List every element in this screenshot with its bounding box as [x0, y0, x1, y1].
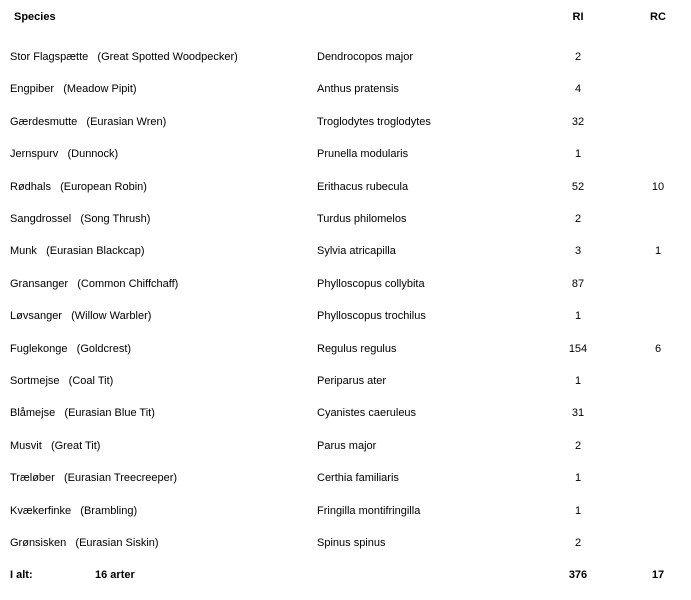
species-name: Engpiber (Meadow Pipit) [10, 83, 137, 95]
species-name: Jernspurv (Dunnock) [10, 148, 119, 160]
species-name: Munk (Eurasian Blackcap) [10, 245, 145, 257]
species-name: Fuglekonge (Goldcrest) [10, 343, 132, 355]
ri-value: 52 [571, 181, 585, 193]
species-name: Løvsanger (Willow Warbler) [10, 310, 152, 322]
rc-value: 10 [651, 181, 665, 193]
ri-value: 2 [574, 51, 582, 63]
ri-value: 1 [574, 310, 582, 322]
total-ri: 376 [568, 569, 588, 581]
ri-value: 154 [568, 343, 588, 355]
species-name: Rødhals (European Robin) [10, 181, 147, 193]
ri-value: 1 [574, 148, 582, 160]
rc-header: RC [650, 11, 666, 23]
scientific-name: Prunella modularis [317, 148, 409, 160]
total-species-count: 16 arter [95, 569, 135, 581]
species-name: Gærdesmutte (Eurasian Wren) [10, 116, 167, 128]
scientific-name: Phylloscopus collybita [317, 278, 425, 290]
ri-header: RI [572, 11, 584, 23]
scientific-name: Parus major [317, 440, 377, 452]
ri-value: 2 [574, 440, 582, 452]
scientific-name: Phylloscopus trochilus [317, 310, 426, 322]
scientific-name: Spinus spinus [317, 537, 386, 549]
species-name: Blåmejse (Eurasian Blue Tit) [10, 407, 155, 419]
scientific-name: Fringilla montifringilla [317, 505, 421, 517]
ri-value: 32 [571, 116, 585, 128]
species-name: Stor Flagspætte (Great Spotted Woodpecker) [10, 51, 238, 63]
scientific-name: Regulus regulus [317, 343, 397, 355]
ri-value: 87 [571, 278, 585, 290]
scientific-name: Anthus pratensis [317, 83, 399, 95]
scientific-name: Cyanistes caeruleus [317, 407, 417, 419]
species-name: Kvækerfinke (Brambling) [10, 505, 138, 517]
ri-value: 1 [574, 375, 582, 387]
species-header: Species [14, 11, 56, 23]
scientific-name: Periparus ater [317, 375, 387, 387]
ri-value: 31 [571, 407, 585, 419]
ri-value: 1 [574, 472, 582, 484]
total-label: I alt: [10, 569, 33, 581]
rc-value: 1 [654, 245, 662, 257]
species-name: Træløber (Eurasian Treecreeper) [10, 472, 178, 484]
species-name: Musvit (Great Tit) [10, 440, 101, 452]
scientific-name: Dendrocopos major [317, 51, 413, 63]
species-name: Gransanger (Common Chiffchaff) [10, 278, 179, 290]
scientific-name: Turdus philomelos [317, 213, 407, 225]
ri-value: 2 [574, 213, 582, 225]
total-rc: 17 [651, 569, 665, 581]
species-name: Sangdrossel (Song Thrush) [10, 213, 151, 225]
scientific-name: Troglodytes troglodytes [317, 116, 431, 128]
ri-value: 1 [574, 505, 582, 517]
ri-value: 4 [574, 83, 582, 95]
species-name: Grønsisken (Eurasian Siskin) [10, 537, 159, 549]
species-name: Sortmejse (Coal Tit) [10, 375, 114, 387]
ri-value: 3 [574, 245, 582, 257]
rc-value: 6 [654, 343, 662, 355]
scientific-name: Erithacus rubecula [317, 181, 409, 193]
scientific-name: Sylvia atricapilla [317, 245, 396, 257]
scientific-name: Certhia familiaris [317, 472, 399, 484]
ri-value: 2 [574, 537, 582, 549]
